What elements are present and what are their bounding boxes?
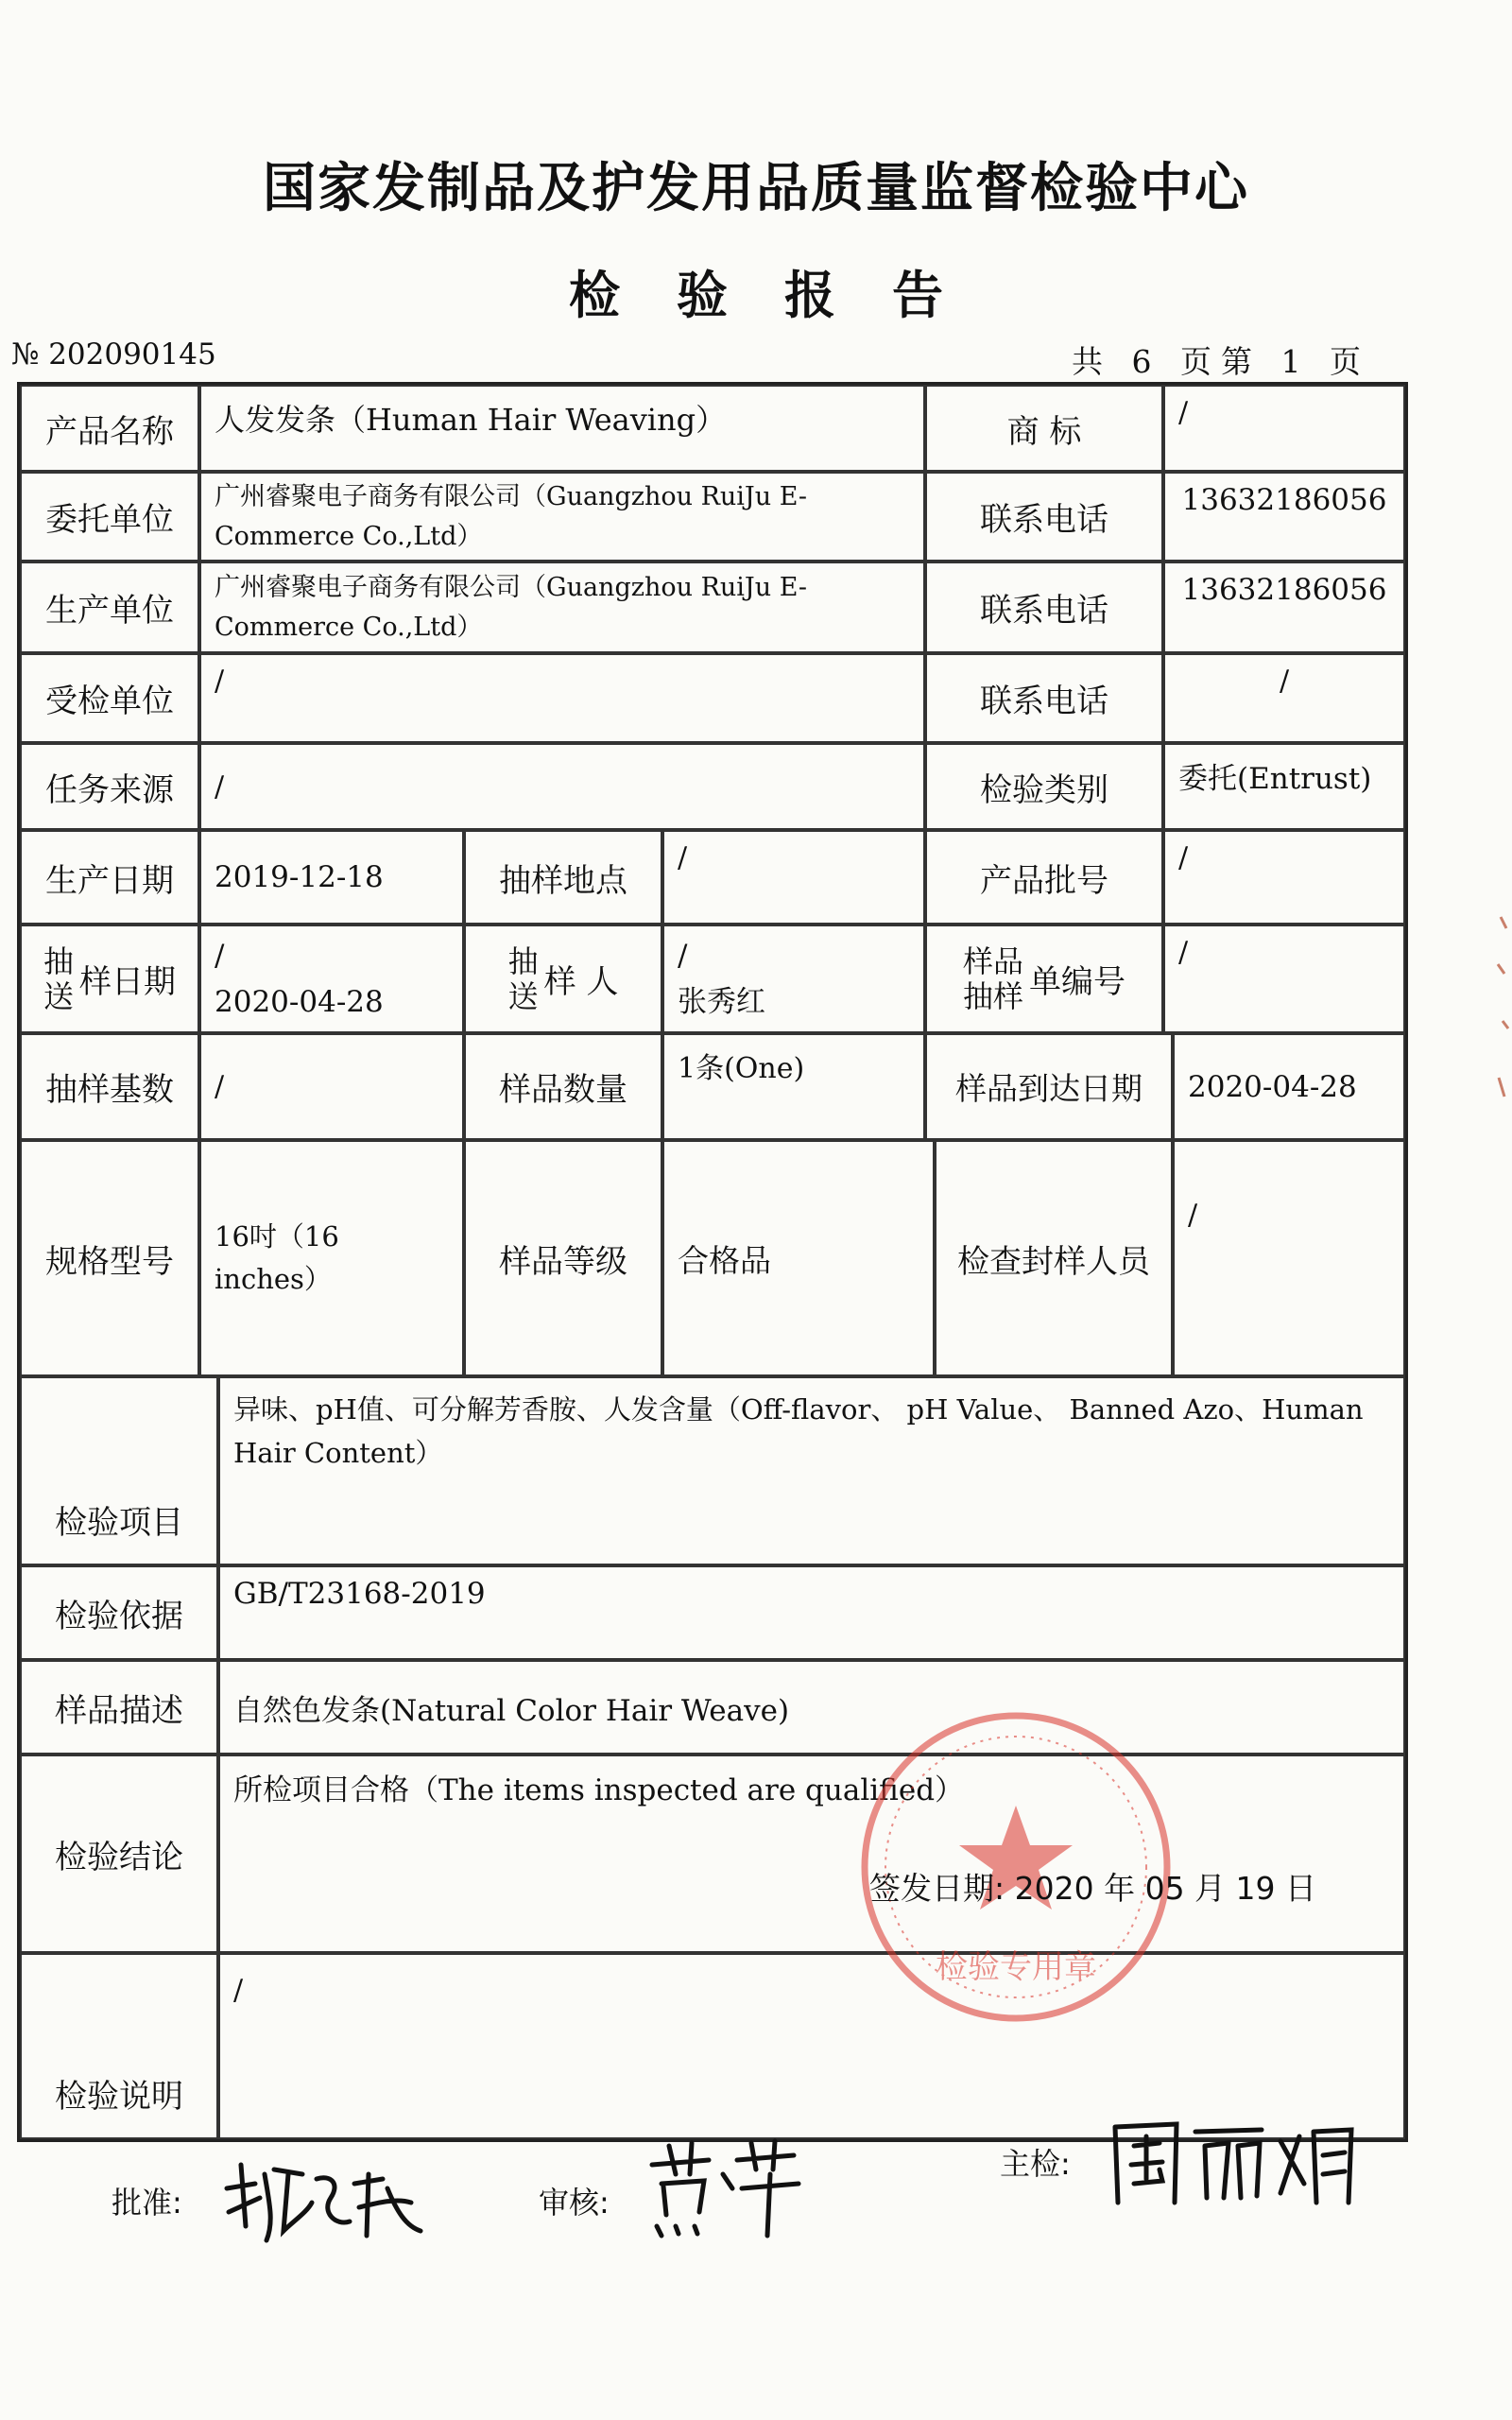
stamp-text: 检验专用章 bbox=[936, 1948, 1096, 1986]
sample-grade-label: 样品等级 bbox=[464, 1140, 662, 1376]
production-date-value: 2019-12-18 bbox=[199, 830, 464, 925]
inspected-phone-value: / bbox=[1163, 653, 1405, 743]
product-name-value: 人发发条（Human Hair Weaving） bbox=[199, 385, 925, 472]
remarks-value: / bbox=[218, 1953, 1405, 2139]
conclusion-label: 检验结论 bbox=[20, 1754, 218, 1953]
producer-phone-value: 13632186056 bbox=[1163, 562, 1405, 653]
inspected-unit-label: 受检单位 bbox=[20, 653, 199, 743]
sample-grade-value: 合格品 bbox=[662, 1140, 935, 1376]
report-title: 检验报告 bbox=[569, 266, 1000, 325]
client-label: 委托单位 bbox=[20, 472, 199, 562]
inspection-items-value: 异味、pH值、可分解芳香胺、人发含量（Off-flavor、 pH Value、 Banned Azo、Human Hair Content） bbox=[218, 1376, 1405, 1565]
sampling-date-label-b: 送 bbox=[43, 977, 74, 1014]
sampling-date-label-c: 样日期 bbox=[79, 963, 176, 1001]
sample-order-label-c: 单编号 bbox=[1029, 963, 1125, 1001]
spec-model-label: 规格型号 bbox=[20, 1140, 199, 1376]
sealer-label: 检查封样人员 bbox=[935, 1140, 1173, 1376]
review-signature bbox=[643, 2132, 813, 2240]
approve-label: 批准: bbox=[112, 2185, 182, 2221]
sampling-base-label: 抽样基数 bbox=[20, 1033, 199, 1140]
trademark-value: / bbox=[1163, 385, 1405, 472]
sampler-label-b: 送 bbox=[507, 977, 539, 1014]
sampler-label bbox=[464, 925, 662, 1033]
sampling-date-label-a: 抽 bbox=[43, 942, 74, 979]
producer-label: 生产单位 bbox=[20, 562, 199, 653]
sample-order-label-a: 样品 bbox=[962, 942, 1023, 979]
batch-number-value: / bbox=[1163, 830, 1405, 925]
task-source-value: / bbox=[199, 743, 925, 830]
sampler-label-a: 抽 bbox=[507, 942, 539, 979]
chief-inspector-signature bbox=[1101, 2113, 1366, 2212]
inspected-unit-value: / bbox=[199, 653, 925, 743]
arrival-date-value: 2020-04-28 bbox=[1173, 1033, 1405, 1140]
sample-order-value: / bbox=[1163, 925, 1405, 1033]
inspect-type-value: 委托(Entrust) bbox=[1163, 743, 1405, 830]
report-number: № 202090145 bbox=[11, 337, 216, 372]
sample-description-value: 自然色发条(Natural Color Hair Weave) bbox=[218, 1660, 1405, 1754]
sampler-value bbox=[662, 925, 925, 1033]
producer-phone-label: 联系电话 bbox=[925, 562, 1163, 653]
sample-quantity-value: 1条(One) bbox=[662, 1033, 925, 1140]
production-date-label: 生产日期 bbox=[20, 830, 199, 925]
sampling-date-value bbox=[199, 925, 464, 1033]
client-value: 广州睿聚电子商务有限公司（Guangzhou RuiJu E-Commerce Co.,Ltd） bbox=[199, 472, 925, 562]
sample-quantity-label: 样品数量 bbox=[464, 1033, 662, 1140]
conclusion-value: 所检项目合格（The items inspected are qualified） bbox=[218, 1754, 1405, 1953]
spec-model-value: 16吋（16 inches） bbox=[199, 1140, 464, 1376]
sampling-date-value-1: / bbox=[215, 939, 225, 974]
sample-description-label: 样品描述 bbox=[20, 1660, 218, 1754]
inspection-basis-label: 检验依据 bbox=[20, 1565, 218, 1660]
inspection-items-label: 检验项目 bbox=[20, 1376, 218, 1565]
batch-number-label: 产品批号 bbox=[925, 830, 1163, 925]
sealer-value: / bbox=[1173, 1140, 1405, 1376]
inspection-basis-value: GB/T23168-2019 bbox=[218, 1565, 1405, 1660]
sampler-value-1: / bbox=[678, 939, 688, 974]
page-edge-marks bbox=[1493, 908, 1512, 1115]
review-label: 审核: bbox=[539, 2185, 610, 2221]
sampler-value-2: 张秀红 bbox=[678, 984, 765, 1019]
arrival-date-label: 样品到达日期 bbox=[925, 1033, 1173, 1140]
issue-date: 签发日期: 2020 年 05 月 19 日 bbox=[869, 1870, 1317, 1907]
inspected-phone-label: 联系电话 bbox=[925, 653, 1163, 743]
sampling-base-value: / bbox=[199, 1033, 464, 1140]
product-name-label: 产品名称 bbox=[20, 385, 199, 472]
inspect-type-label: 检验类别 bbox=[925, 743, 1163, 830]
sampling-site-value: / bbox=[662, 830, 925, 925]
remarks-label: 检验说明 bbox=[20, 1953, 218, 2139]
sample-order-label-b: 抽样 bbox=[962, 977, 1023, 1014]
chief-inspector-label: 主检: bbox=[1000, 2146, 1071, 2182]
task-source-label: 任务来源 bbox=[20, 743, 199, 830]
page-info: 共 6 页第 1 页 bbox=[1072, 343, 1370, 380]
trademark-label: 商 标 bbox=[925, 385, 1163, 472]
org-title: 国家发制品及护发用品质量监督检验中心 bbox=[263, 158, 1249, 219]
client-phone-label: 联系电话 bbox=[925, 472, 1163, 562]
producer-value: 广州睿聚电子商务有限公司（Guangzhou RuiJu E-Commerce Co.,Ltd） bbox=[199, 562, 925, 653]
client-phone-value: 13632186056 bbox=[1163, 472, 1405, 562]
sampling-date-label bbox=[20, 925, 199, 1033]
sampling-site-label: 抽样地点 bbox=[464, 830, 662, 925]
sampler-label-c: 样 人 bbox=[543, 963, 619, 1001]
approve-signature bbox=[217, 2146, 435, 2250]
sample-order-label bbox=[925, 925, 1163, 1033]
sampling-date-value-2: 2020-04-28 bbox=[215, 984, 384, 1019]
